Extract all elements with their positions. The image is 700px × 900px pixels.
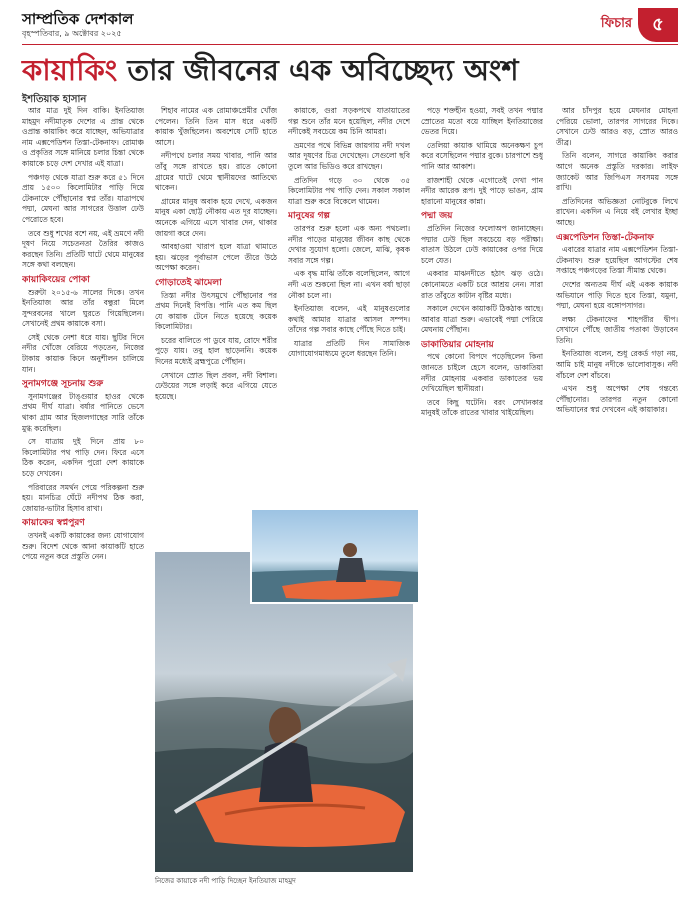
subheading: মানুষের গল্প bbox=[288, 211, 330, 222]
paragraph: ইনতিয়াজ বলেন, শুধু রেকর্ড গড়া নয়, আমি চাই মানুষ নদীকে ভালোবাসুক। নদী বাঁচলে দেশ বাঁচবে। bbox=[556, 349, 678, 380]
subheading: ডাকাতিয়ার মোহনায় bbox=[421, 339, 494, 350]
paragraph: তখনই একটি কায়াকের জন্য যোগাযোগ শুরু। বিদেশ থেকে আনা কায়াকটি হাতে পেয়ে নতুন করে প্রস্তুতি নেন। bbox=[22, 530, 144, 562]
paragraph: গ্রামের মানুষ অবাক হয়ে দেখে, একজন মানুষ একা ছোট্ট নৌকায় এত দূর যাচ্ছেন। অনেকে এগিয়ে এসে খাবার দেন, থাকার জায়গা করে দেন। bbox=[155, 196, 277, 238]
paragraph: আর মাত্র দুই দিন বাকি। ইনতিয়াজ মাহমুদ নদীমাতৃক দেশের এ প্রান্ত থেকে ওপ্রান্ত কায়াকিং করে যাচ্ছেন, অভিযাত্রার নাম এক্সপেডিশন তিস্তা-টেকনাফ। রোমাঞ্চ ও প্রকৃতির সঙ্গে মানিয়ে চলার চিন্তা থেকে কায়াকে চড়ে দেশ দেখার এই যাত্রা। bbox=[22, 106, 144, 168]
subheading: গোড়াতেই ঝামেলা bbox=[155, 277, 222, 288]
paragraph: এখন শুধু অপেক্ষা শেষ গন্তব্যে পৌঁছানোর। তারপর নতুন কোনো অভিযানের স্বপ্ন দেখবেন এই কায়াকার। bbox=[556, 384, 678, 415]
paragraph: কায়াকে, গুরা সড়কপথে যাতায়াতের গল্প শুনে তাঁর মনে হয়েছিল, নদীর দেশে নদীকেই সবচেয়ে কম চিনি আমরা। bbox=[288, 106, 410, 137]
headline bbox=[22, 52, 678, 88]
paragraph: সুনামগঞ্জের টাঙ্গুয়ার হাওর থেকে প্রথম দীর্ঘ যাত্রা। বর্ষার পানিতে ভেসে থাকা গ্রাম আর হিজলগাছের সারি তাঁকে মুগ্ধ করেছিল। bbox=[22, 391, 144, 433]
paragraph: আবহাওয়া খারাপ হলে যাত্রা থামাতে হয়। ঝড়ের পূর্বাভাস পেলে তীরে উঠে অপেক্ষা করেন। bbox=[155, 242, 277, 273]
headline-accent: কায়াকিং bbox=[22, 53, 118, 87]
paragraph: লক্ষ্য টেকনাফের শাহপরীর দ্বীপ। সেখানে পৌঁছে জাতীয় পতাকা উড়াবেন তিনি। bbox=[556, 314, 678, 345]
article-column-2 bbox=[155, 106, 277, 546]
subheading: এক্সপেডিশন তিস্তা-টেকনাফ bbox=[556, 232, 654, 243]
paragraph: আর চাঁদপুর হয়ে মেঘনার মোহনা পেরিয়ে ভোলা, তারপর সাগরের দিকে। সেখানে ঢেউ আরও বড়, স্রোত আরও তীব্র। bbox=[556, 106, 678, 147]
article-column-4 bbox=[421, 106, 543, 886]
paragraph: ইনতিয়াজ বলেন, এই মানুষগুলোর কথাই আমার যাত্রার আসল সম্পদ। তাঁদের গল্প সবার কাছে পৌঁছে দিতে চাই। bbox=[288, 304, 410, 335]
paragraph: তেলিয়া কায়াক থামিয়ে অনেকক্ষণ চুপ করে বসেছিলেন পদ্মার বুকে। চারপাশে শুধু পানি আর আকাশ। bbox=[421, 140, 543, 171]
paragraph: তারপর শুরু হলো এক অন্য পথচলা। নদীর পাড়ের মানুষের জীবন কাছ থেকে দেখার সুযোগ হলো। জেলে, মাঝি, কৃষক সবার সঙ্গে গল্প। bbox=[288, 223, 410, 265]
article-column-5 bbox=[556, 106, 678, 886]
byline: ইশতিয়াক হাসান bbox=[22, 94, 87, 105]
paragraph: প্রতিদিনের অভিজ্ঞতা নোটবুকে লিখে রাখেন। একদিন এ নিয়ে বই লেখার ইচ্ছা আছে। bbox=[556, 196, 678, 227]
paragraph: একবার মাঝনদীতে হঠাৎ ঝড় ওঠে। কোনোমতে একটি চরে আশ্রয় নেন। সারা রাত তাঁবুতে কাটান বৃষ্টির মধ্যে। bbox=[421, 269, 543, 300]
article-column-1 bbox=[22, 106, 144, 886]
paragraph: প্রতিদিন গড়ে ৩০ থেকে ৩৫ কিলোমিটার পথ পাড়ি দেন। সকাল সকাল যাত্রা শুরু করে বিকেলে থামেন। bbox=[288, 175, 410, 206]
paragraph: পথে কোনো বিপদে পড়েছিলেন কিনা জানতে চাইলে হেসে বলেন, ডাকাতিয়া নদীর মোহনায় একবার ডাকাতের ভয় দেখিয়েছিল স্থানীয়রা। bbox=[421, 352, 543, 394]
subheading: পদ্মা জয় bbox=[421, 211, 453, 222]
paragraph: দেশের অন্যতম দীর্ঘ এই একক কায়াক অভিযানে পাড়ি দিতে হবে তিস্তা, যমুনা, পদ্মা, মেঘনা হয়ে বঙ্গোপসাগর। bbox=[556, 279, 678, 311]
paper-date: বৃহস্পতিবার, ৯ অক্টোবর ২০২৫ bbox=[22, 29, 122, 38]
paragraph: তবে শুধু শখের বশে নয়, এই ভ্রমণে নদী দূষণ নিয়ে সচেতনতা তৈরির কাজও করছেন তিনি। প্রতিটি ঘাটে থেমে মানুষের সঙ্গে কথা বলছেন। bbox=[22, 228, 144, 270]
paragraph: এক বৃদ্ধ মাঝি তাঁকে বলেছিলেন, আগে নদী এত শুকনো ছিল না। এখন বর্ষা ছাড়া নৌকা চলে না। bbox=[288, 269, 410, 300]
photo-caption: নিজের কায়াকে নদী পাড়ি দিচ্ছেন ইনতিয়াজ মাহমুদ bbox=[155, 877, 296, 885]
paragraph: পঞ্চগড় থেকে যাত্রা শুরু করে ৫১ দিনে প্রায় ১৫০০ কিলোমিটার পাড়ি দিয়ে টেকনাফে পৌঁছানোর স্বপ্ন তাঁর। যাত্রাপথে পদ্মা, মেঘনা আর সাগরের উত্তাল ঢেউ পেরোতে হবে। bbox=[22, 172, 144, 224]
kayaker-inset-photo bbox=[250, 508, 420, 604]
paragraph: শিহাব নামের এক রোমাঞ্চপ্রেমীর খোঁজ পেলেন। তিনি তিন মাস ধরে একটি কায়াক খুঁজছিলেন। অবশেষে সেটি হাতে আসে। bbox=[155, 106, 277, 147]
paragraph: প্রতিদিন নিজের ফলোঅপ জানাচ্ছেন। পদ্মার ঢেউ ছিল সবচেয়ে বড় পরীক্ষা। বাতাস উঠলে ঢেউ কায়াকের ওপর দিয়ে চলে যেত। bbox=[421, 223, 543, 265]
paragraph: রাজশাহী থেকে এগোতেই দেখা পান নদীর আরেক রূপ। দুই পাড়ে ভাঙন, গ্রাম হারানো মানুষের কান্না। bbox=[421, 175, 543, 206]
masthead bbox=[22, 8, 678, 42]
paragraph: চরের বালিতে পা ডুবে যায়, রোদে শরীর পুড়ে যায়। তবু হাল ছাড়েননি। কয়েক দিনের মধ্যেই ব্রহ্মপুত্রে পৌঁছান। bbox=[155, 335, 277, 367]
paragraph: পরিবারের সমর্থন পেয়ে পরিকল্পনা শুরু হয়। মানচিত্র ঘেঁটে নদীপথ ঠিক করা, জোয়ার-ভাটার হিসাব রাখা। bbox=[22, 482, 144, 513]
paragraph: তবে কিছু ঘটেনি। বরং সেখানকার মানুষই তাঁকে রাতের খাবার খাইয়েছিল। bbox=[421, 397, 543, 418]
subheading: কায়াকের স্বপ্নপুরণ bbox=[22, 518, 85, 529]
page-number-badge: ৫ bbox=[638, 8, 678, 42]
subheading: সুনামগঞ্জে সূচনায় শুরু bbox=[22, 379, 104, 390]
kayaker-inset-illustration bbox=[252, 510, 420, 604]
paragraph: পড়ে শক্তহীন হওয়া, সবই তখন পদ্মার স্রোতের মতো বয়ে যাচ্ছিল ইনতিয়াজের ভেতর দিয়ে। bbox=[421, 106, 543, 137]
paragraph: শুরুটা ২০১৫-৬ সালের দিকে। তখন ইনতিয়াজ আর তাঁর বন্ধুরা মিলে সুন্দরবনের খালে ঘুরতে গিয়েছিলেন। সেখানেই প্রথম কায়াকে বসা। bbox=[22, 287, 144, 329]
subheading: কায়াকিংয়ের পোকা bbox=[22, 274, 90, 285]
paragraph: তিনি বলেন, সাগরে কায়াকিং করার আগে অনেক প্রস্তুতি দরকার। লাইফ জ্যাকেট আর জিপিএস সবসময় সঙ্গে রাখি। bbox=[556, 151, 678, 193]
photo-block bbox=[155, 552, 413, 888]
paragraph: এবারের যাত্রার নাম এক্সপেডিশন তিস্তা-টেকনাফ। শুরু হয়েছিল আগস্টের শেষ সপ্তাহে পঞ্চগড়ের তিস্তা সীমান্ত থেকে। bbox=[556, 245, 678, 276]
paragraph: ভ্রমণের পথে বিভিন্ন জায়গায় নদী দখল আর দূষণের চিত্র দেখেছেন। সেগুলো ছবি তুলে আর ভিডিও করে রাখছেন। bbox=[288, 140, 410, 171]
paragraph: তিস্তা নদীর উৎসমুখে পৌঁছানোর পর প্রথম দিনেই বিপত্তি। পানি এত কম ছিল যে কায়াক টেনে নিতে হয়েছে কয়েক কিলোমিটার। bbox=[155, 290, 277, 332]
paragraph: সেই থেকে নেশা ধরে যায়। ছুটির দিনে নদীর খোঁজে বেরিয়ে পড়তেন, নিজের টাকায় কায়াক কিনে অনুশীলন চালিয়ে যান। bbox=[22, 332, 144, 374]
article-column-3 bbox=[288, 106, 410, 546]
section-label: ফিচার bbox=[600, 16, 632, 31]
paragraph: সেখানে স্রোত ছিল প্রবল, নদী বিশাল। ঢেউয়ের সঙ্গে লড়াই করে এগিয়ে যেতে হয়েছে। bbox=[155, 370, 277, 401]
masthead-divider bbox=[22, 44, 678, 45]
paragraph: সকালে দেখেন কায়াকটি ঠিকঠাক আছে। আবার যাত্রা শুরু। এভাবেই পদ্মা পেরিয়ে মেঘনায় পৌঁছান। bbox=[421, 304, 543, 335]
paragraph: নদীপথে চলার সময় খাবার, পানি আর তাঁবু সঙ্গে রাখতে হয়। রাতে কোনো গ্রামের ঘাটে থেমে স্থানীয়দের আতিথ্যে থাকেন। bbox=[155, 151, 277, 193]
headline-rest: তার জীবনের এক অবিচ্ছেদ্য অংশ bbox=[117, 53, 519, 87]
paragraph: যাত্রার প্রতিটি দিন সামাজিক যোগাযোগমাধ্যমে তুলে ধরছেন তিনি। bbox=[288, 338, 410, 359]
paragraph: সে যাত্রায় দুই দিনে প্রায় ৮০ কিলোমিটার পথ পাড়ি দেন। ফিরে এসে ঠিক করেন, একদিন পুরো দেশ কায়াকে চড়ে দেখবেন। bbox=[22, 437, 144, 478]
paper-name: সাম্প্রতিক দেশকাল bbox=[22, 10, 134, 28]
